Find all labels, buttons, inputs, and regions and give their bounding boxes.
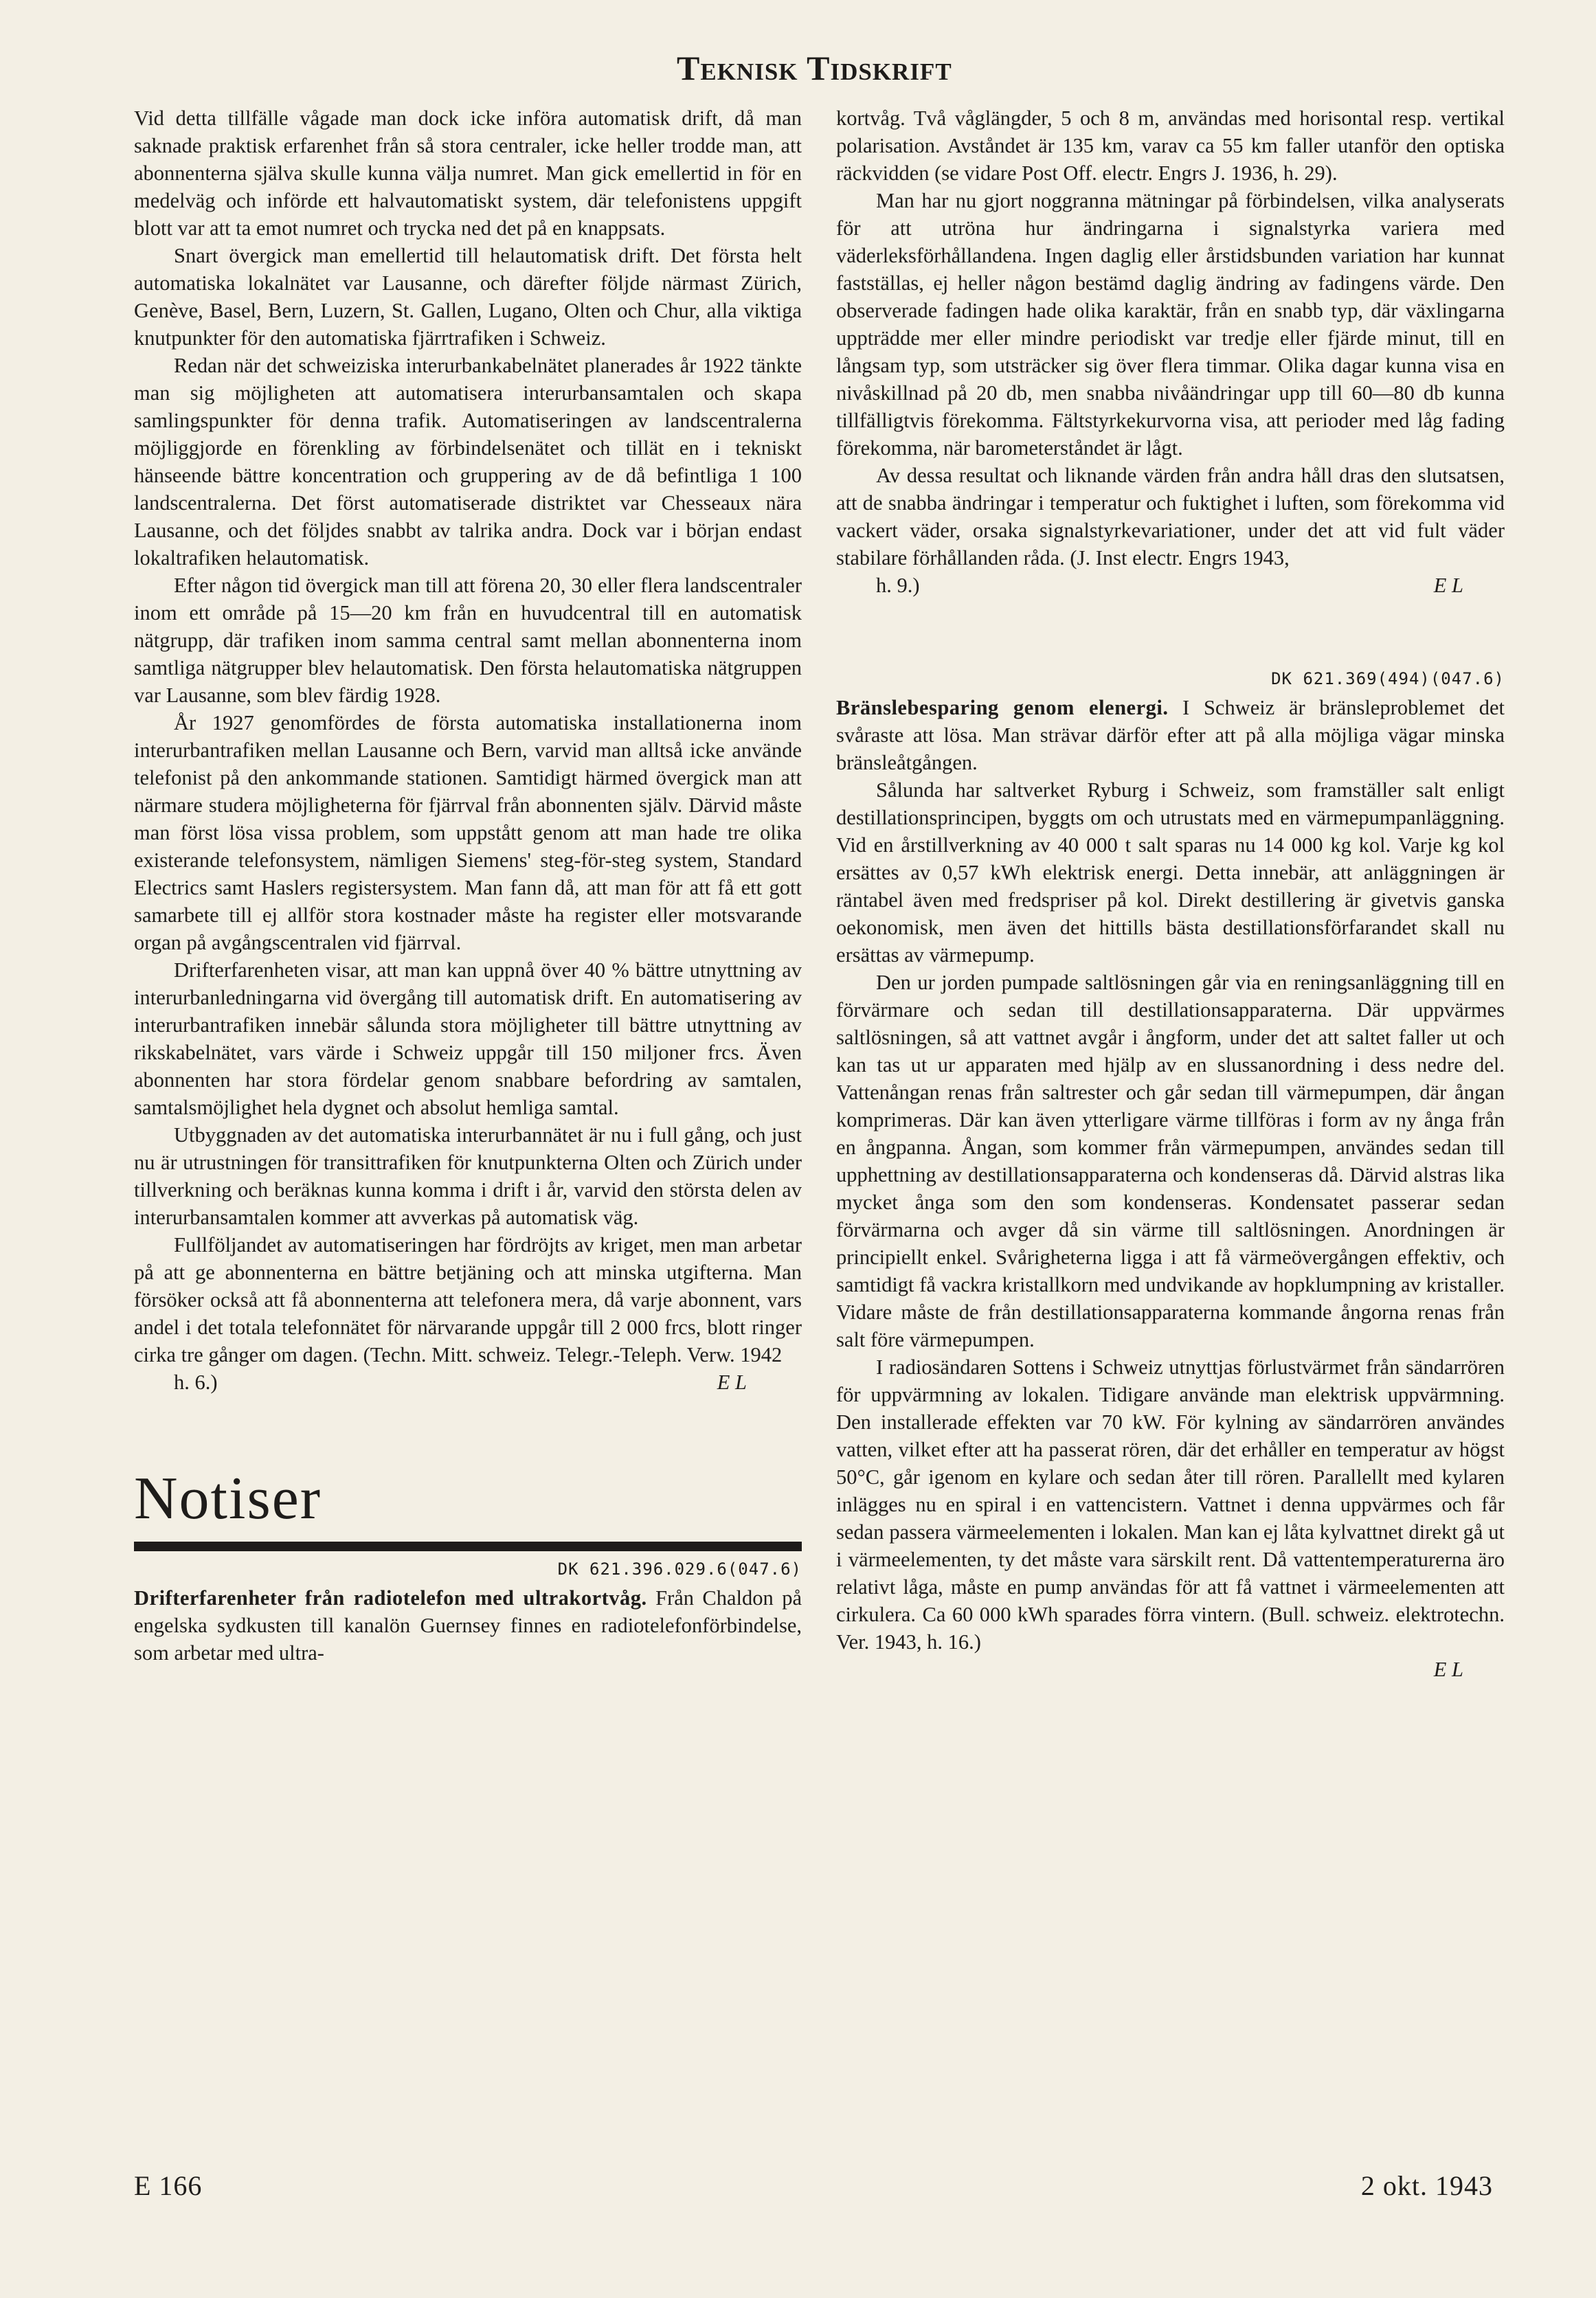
section-rule — [134, 1542, 802, 1551]
author-signature: E L — [1433, 1658, 1463, 1681]
notice-paragraph — [836, 694, 1505, 776]
paragraph: Av dessa resultat och liknande värden från andra håll dras den slutsatsen, att de snabba ändringar i temperatur och fuktighet i luften, som förekomma vid vackert väder, orsaka signalstyrkevariationer, under det att vid fult väder stabilare förhållanden råda. (J. Inst electr. Engrs 1943, — [836, 464, 1505, 570]
dk-classification: DK 621.396.029.6(047.6) — [557, 1559, 802, 1579]
dk-classification: DK 621.369(494)(047.6) — [1271, 669, 1505, 688]
paragraph: Utbyggnaden av det automatiska interurbannätet är nu i full gång, och just nu är utrustningen för transittrafiken för knutpunkterna Olten och Zürich under tillverkning och beräknas kunna komma i drift i år, varvid den största delen av interurbansamtalen kommer att avverkas på automatisk väg. — [134, 1123, 802, 1229]
section-title: Notiser — [134, 1465, 322, 1532]
journal-title: Teknisk Tidskrift — [677, 49, 952, 87]
notice-headline: Drifterfarenheter från radiotelefon med ultrakortvåg. — [134, 1586, 647, 1610]
paragraph: Efter någon tid övergick man till att förena 20, 30 eller flera landscentraler inom ett område på 15—20 km från en huvudcentral till en automatisk nätgrupp, där trafiken inom samma central samt mellan abonnenterna inom samtliga nätgrupper blev helautomatisk. Den första helautomatiska nätgruppen var Lausanne, som blev färdig 1928. — [134, 574, 802, 707]
notice-paragraph — [134, 1584, 802, 1667]
issue-date: 2 okt. 1943 — [1360, 2170, 1493, 2201]
reference: h. 6.) — [174, 1371, 218, 1394]
reference: h. 9.) — [876, 574, 920, 597]
page-number: E 166 — [134, 2170, 203, 2201]
author-signature: E L — [717, 1371, 747, 1394]
paragraph: Vid detta tillfälle vågade man dock icke införa automatisk drift, då man saknade praktisk erfarenhet från så stora centraler, icke heller trodde man, att abonnenterna själva skulle kunna välja numret. Man gick emellertid in för en medelväg och införde ett halvautomatiskt system, där telefonistens uppgift blott var att ta emot numret och trycka ned det på en knappsats. — [134, 106, 802, 240]
left-column — [134, 104, 802, 1667]
paragraph: Sålunda har saltverket Ryburg i Schweiz, som framställer salt enligt destillationsprincipen, byggts om och utrustats med en värmepumpanläggning. Vid en årstillverkning av 40 000 t salt sparas nu 14 000 kg kol. Varje kg kol ersättes av 0,57 kWh elektrisk energi. Detta innebär, att anläggningen är räntabel även med fredspriser på kol. Direkt destillering är givetvis ganska oekonomisk, men även det hittills bästa destillationsförfarandet skall nu ersättas av värmepump. — [836, 778, 1505, 967]
author-signature: E L — [1433, 574, 1463, 597]
paragraph: År 1927 genomfördes de första automatiska installationerna inom interurbantrafiken mellan Lausanne och Bern, varvid man alltså icke använde telefonist på den ankommande stationen. Samtidigt härmed övergick man att närmare studera möjligheterna för fjärrval från abonnenten själv. Därvid måste man först lösa vissa problem, som uppstått genom att man hade tre olika existerande telefonsystem, nämligen Siemens' steg-för-steg system, Standard Electrics samt Haslers registersystem. Man fann då, att man för att få ett gott samarbete till ej allför stora kostnader måste ha register eller motsvarande organ på avgångscentralen vid fjärrval. — [134, 711, 802, 954]
notice-text: Från Chaldon på engelska sydkusten till kanalön Guernsey finnes en radiotelefonförbindelse, som arbetar med ultra- — [134, 1586, 802, 1665]
paragraph: Fullföljandet av automatiseringen har fördröjts av kriget, men man arbetar på att ge abonnenterna en bättre betjäning och att minska utgifterna. Man försöker också att få abonnenterna att telefonera mera, då varje abonnent, vars andel i det totala telefonnätet för närvarande uppgår till 2 000 frcs, blott ringer cirka tre gånger om dagen. (Techn. Mitt. schweiz. Telegr.-Teleph. Verw. 1942 — [134, 1233, 802, 1366]
reference-line — [836, 572, 1505, 599]
paragraph: Den ur jorden pumpade saltlösningen går via en reningsanläggning till en förvärmare och sedan till destillationsapparaterna. Där uppvärmes saltlösningen, så att vattnet avgår i ångform, under det att saltet faller ut och kan tas ut ur apparaten med hjälp av en slussanordning i dess nedre del. Vattenångan renas från saltrester och går sedan till värmepumpen, där ångan komprimeras. Där kan även ytterligare värme tillföras i form av ny ånga från en ångpanna. Ångan, som kommer från värmepumpen, användes sedan till upphettning av destillationsapparaterna och kondenseras då. Därvid alstras lika mycket ånga som den som kondenseras. Kondensatet passerar sedan förvärmarna och avger då sin värme till saltlösningen. Anordningen är principiellt enkel. Svårigheterna ligga i att få värmeövergången effektiv, och samtidigt få vackra kristallkorn med undvikande av hopklumpning av kristaller. Vidare måste de från destillationsapparaterna kommande ångorna renas från salt före värmepumpen. — [836, 971, 1505, 1351]
paragraph: Man har nu gjort noggranna mätningar på förbindelsen, vilka analyserats för att utröna hur ändringarna i signalstyrka variera med väderleksförhållandena. Ingen daglig eller årstidsbunden variation har kunnat fastställas, ej heller någon bestämd daglig ändring av fadingens värde. Den observerade fadingen hade olika karaktär, från en snabb typ, där växlingarna uppträdde mer eller mindre periodiskt var tredje eller fjärde minut, till en långsam typ, som utsträcker sig över flera timmar. Olika dagar kunna visa en nivåskillnad på 20 db, men snabba nivåändringar upp till 60—80 db kunna tillfälligtvis förekomma. Fältstyrkekurvorna visa, att perioder med låg fading förekomma, när barometerståndet är lågt. — [836, 189, 1505, 460]
paragraph: I radiosändaren Sottens i Schweiz utnyttjas förlustvärmet från sändarrören för uppvärmning av lokalen. Tidigare använde man elektrisk uppvärmning. Den installerade effekten var 70 kW. För kylning av sändarrören användes vatten, vilket efter att ha passerat rören, där det erhåller en temperatur av högst 50°C, går igenom en kylare och sedan åter till rören. Parallellt med kylaren inlägges nu en spiral i en vattencistern. Vattnet i denna uppvärmes och får sedan passera värmeelementen i lokalen. Man kan ej låta kylvattnet direkt gå ut i värmeelementen, ty det måste vara särskilt rent. Då vattentemperaturerna äro relativt låga, måste en pump användas för att få vattnet i värmeelementen att cirkulera. Ca 60 000 kWh sparades förra vintern. (Bull. schweiz. elektrotechn. Ver. 1943, h. 16.) — [836, 1355, 1505, 1654]
paragraph: Drifterfarenheten visar, att man kan uppnå över 40 % bättre utnyttning av interurbanledningarna vid övergång till automatisk drift. En automatisering av interurbantrafiken innebär sålunda stora möjligheter till bättre utnyttning av rikskabelnätet, vars värde i Schweiz uppgår till 150 miljoner frcs. Även abonnenten har stora fördelar genom snabbare befordring av samtalen, samtalsmöjlighet hela dygnet och absolut hemliga samtal. — [134, 958, 802, 1119]
reference-line — [134, 1368, 802, 1396]
signature-line — [836, 1656, 1505, 1683]
notice-headline: Bränslebesparing genom elenergi. — [836, 696, 1169, 719]
paragraph: kortvåg. Två våglängder, 5 och 8 m, användas med horisontal resp. vertikal polarisation. Avståndet är 135 km, varav ca 55 km faller utanför den optiska räckvidden (se vidare Post Off. electr. Engrs J. 1936, h. 29). — [836, 106, 1505, 185]
paragraph: Redan när det schweiziska interurbankabelnätet planerades år 1922 tänkte man sig möjligheten att automatisera interurbansamtalen och skapa samlingspunkter för denna trafik. Automatiseringen av landscentralerna möjliggjorde en förenkling av förbindelsenätet och tillät en i tekniskt hänseende bättre koncentration och gruppering av de då befintliga 1 100 landscentralerna. Det först automatiserade distriktet var Chesseaux nära Lausanne, och det följdes snabbt av talrika andra. Dock var i början endast lokaltrafiken helautomatisk. — [134, 354, 802, 570]
right-column — [836, 104, 1505, 1683]
notice-text: I Schweiz är bränsleproblemet det svåraste att lösa. Man strävar därför efter att på alla möjliga vägar minska bränsleåtgången. — [836, 696, 1505, 774]
paragraph: Snart övergick man emellertid till helautomatisk drift. Det första helt automatiska lokalnätet var Lausanne, och därefter följde närmast Zürich, Genève, Basel, Bern, Luzern, St. Gallen, Lugano, Olten och Chur, alla viktiga knutpunkter för den automatiska fjärrtrafiken i Schweiz. — [134, 244, 802, 350]
